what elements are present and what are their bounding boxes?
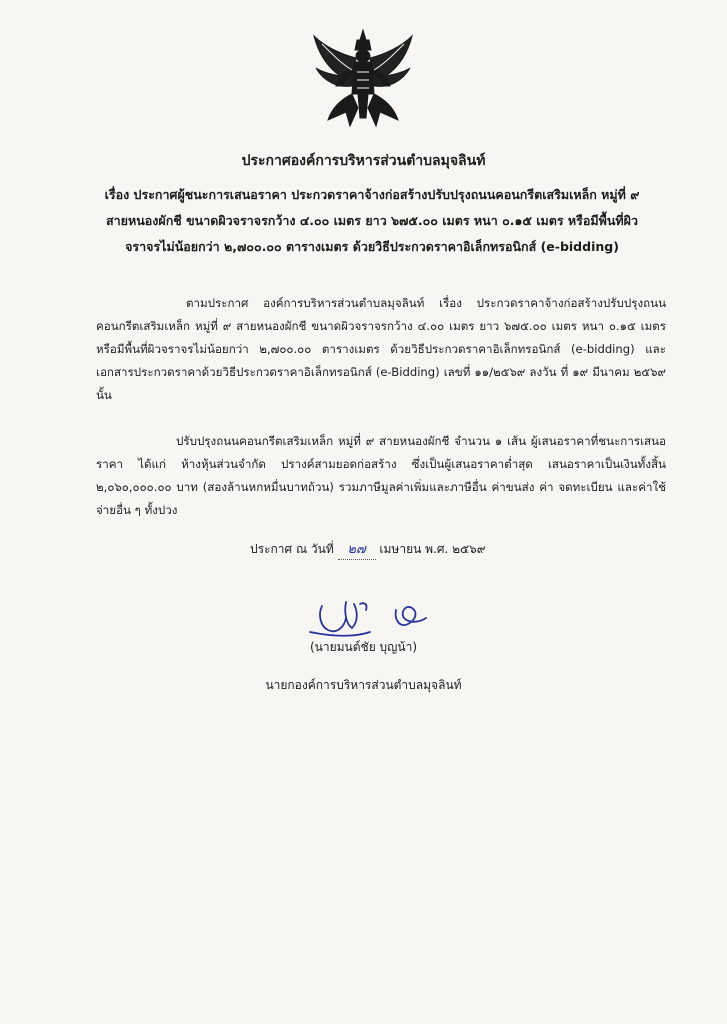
- announcement-date: [250, 538, 485, 560]
- org-title: ประกาศองค์การบริหารส่วนตำบลมุจลินท์: [241, 153, 486, 169]
- body-paragraph-1: [96, 292, 666, 407]
- signer-position: นายกองค์การบริหารส่วนตำบลมุจลินท์: [265, 678, 462, 692]
- garuda-emblem-icon: [310, 28, 416, 130]
- subject-line: เรื่อง ประกาศผู้ชนะการเสนอราคา ประกวดราคาจ้างก่อสร้างปรับปรุงถนนคอนกรีตเสริมเหล็ก หมู่ที่ ๙: [104, 187, 640, 202]
- subject-heading: [82, 182, 662, 260]
- paragraph-text: ปรับปรุงถนนคอนกรีตเสริมเหล็ก หมู่ที่ ๙ สายหนองผักชี จำนวน ๑ เส้น ผู้เสนอราคาที่ชนะการเสนอราคา ได้แก่ ห้างหุ้นส่วนจำกัด ปรางค์สามยอดก่อสร้าง ซึ่งเป็นผู้เสนอราคาต่ำสุด เสนอราคาเป็นเงินทั้งสิ้น ๒,๐๖๐,๐๐๐.๐๐ บาท (สองล้านหกหมื่นบาทถ้วน) รวมภาษีมูลค่าเพิ่มและภาษีอื่น ค่าขนส่ง ค่า จดทะเบียน และค่าใช้จ่ายอื่น ๆ ทั้งปวง: [96, 434, 666, 517]
- paragraph-text: ตามประกาศ องค์การบริหารส่วนตำบลมุจลินท์ เรื่อง ประกวดราคาจ้างก่อสร้างปรับปรุงถนน คอนกรีตเสริมเหล็ก หมู่ที่ ๙ สายหนองผักชี ขนาดผิวจราจรกว้าง ๔.๐๐ เมตร ยาว ๖๗๕.๐๐ เมตร หนา ๐.๑๕ เมตร หรือมีพื้นที่ผิวจราจรไม่น้อยกว่า ๒,๗๐๐.๐๐ ตารางเมตร ด้วยวิธีประกวดราคาอิเล็กทรอนิกส์ (e-bidding) และเอกสารประกวดราคาด้วยวิธีประกวดราคาอิเล็กทรอนิกส์ (e-Bidding) เลขที่ ๑๑/๒๕๖๙ ลงวัน ที่ ๑๙ มีนาคม ๒๕๖๙ นั้น: [96, 296, 666, 402]
- signer-name: (นายมนต์ชัย บุญน้า): [309, 640, 417, 654]
- announce-prefix: ประกาศ ณ วันที่: [250, 542, 334, 556]
- body-paragraph-2: [96, 430, 666, 522]
- announce-month-year: เมษายน พ.ศ. ๒๕๖๙: [379, 542, 486, 556]
- subject-line: สายหนองผักชี ขนาดผิวจราจรกว้าง ๔.๐๐ เมตร ยาว ๖๗๕.๐๐ เมตร หนา ๐.๑๕ เมตร หรือมีพื้นที่ผิว: [106, 213, 638, 228]
- subject-line: จราจรไม่น้อยกว่า ๒,๗๐๐.๐๐ ตารางเมตร ด้วยวิธีประกวดราคาอิเล็กทรอนิกส์ (e-bidding): [125, 239, 619, 254]
- handwritten-day: ๒๗: [338, 538, 376, 560]
